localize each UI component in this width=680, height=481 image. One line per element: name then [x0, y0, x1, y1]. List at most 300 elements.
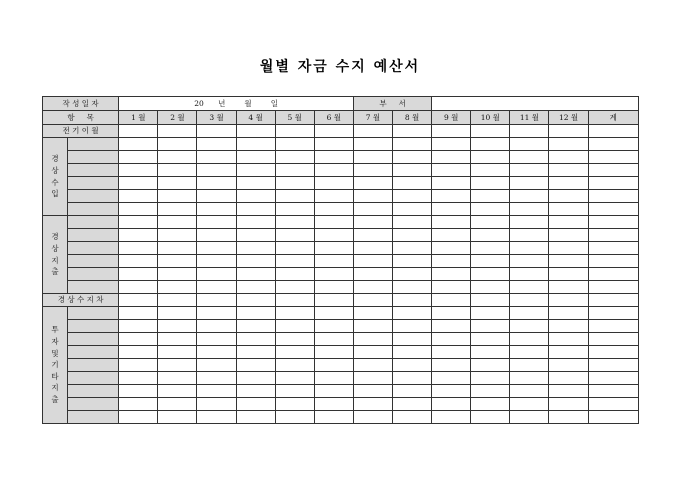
cell[interactable] [119, 320, 158, 333]
cell[interactable] [275, 411, 314, 424]
cell[interactable] [119, 281, 158, 294]
cell[interactable] [432, 190, 471, 203]
cell[interactable] [236, 125, 275, 138]
cell[interactable] [314, 216, 353, 229]
cell[interactable] [158, 346, 197, 359]
cell[interactable] [119, 138, 158, 151]
cell[interactable] [588, 255, 638, 268]
subitem-cell[interactable] [68, 411, 119, 424]
subitem-cell[interactable] [68, 372, 119, 385]
cell[interactable] [119, 346, 158, 359]
cell[interactable] [432, 281, 471, 294]
cell[interactable] [119, 203, 158, 216]
cell[interactable] [510, 398, 549, 411]
cell[interactable] [236, 190, 275, 203]
cell[interactable] [158, 229, 197, 242]
cell[interactable] [549, 216, 588, 229]
cell[interactable] [471, 268, 510, 281]
cell[interactable] [549, 372, 588, 385]
cell[interactable] [510, 359, 549, 372]
cell[interactable] [510, 125, 549, 138]
cell[interactable] [432, 255, 471, 268]
cell[interactable] [588, 333, 638, 346]
dept-field[interactable] [432, 97, 639, 111]
cell[interactable] [510, 307, 549, 320]
cell[interactable] [158, 281, 197, 294]
cell[interactable] [432, 333, 471, 346]
cell[interactable] [314, 385, 353, 398]
cell[interactable] [432, 242, 471, 255]
cell[interactable] [510, 229, 549, 242]
cell[interactable] [432, 164, 471, 177]
cell[interactable] [119, 125, 158, 138]
cell[interactable] [549, 294, 588, 307]
cell[interactable] [197, 255, 236, 268]
cell[interactable] [197, 229, 236, 242]
subitem-cell[interactable] [68, 242, 119, 255]
cell[interactable] [158, 294, 197, 307]
cell[interactable] [353, 268, 392, 281]
cell[interactable] [549, 268, 588, 281]
cell[interactable] [236, 359, 275, 372]
cell[interactable] [314, 255, 353, 268]
cell[interactable] [471, 242, 510, 255]
cell[interactable] [588, 190, 638, 203]
cell[interactable] [236, 346, 275, 359]
cell[interactable] [432, 372, 471, 385]
cell[interactable] [119, 190, 158, 203]
cell[interactable] [471, 411, 510, 424]
cell[interactable] [393, 255, 432, 268]
cell[interactable] [471, 320, 510, 333]
cell[interactable] [158, 138, 197, 151]
cell[interactable] [158, 320, 197, 333]
cell[interactable] [471, 398, 510, 411]
cell[interactable] [471, 294, 510, 307]
cell[interactable] [275, 190, 314, 203]
cell[interactable] [236, 385, 275, 398]
cell[interactable] [588, 372, 638, 385]
cell[interactable] [510, 372, 549, 385]
cell[interactable] [432, 203, 471, 216]
cell[interactable] [432, 294, 471, 307]
cell[interactable] [275, 333, 314, 346]
cell[interactable] [158, 385, 197, 398]
cell[interactable] [353, 229, 392, 242]
cell[interactable] [197, 346, 236, 359]
cell[interactable] [588, 151, 638, 164]
cell[interactable] [158, 359, 197, 372]
cell[interactable] [314, 190, 353, 203]
cell[interactable] [549, 320, 588, 333]
cell[interactable] [236, 398, 275, 411]
cell[interactable] [197, 138, 236, 151]
cell[interactable] [588, 294, 638, 307]
subitem-cell[interactable] [68, 268, 119, 281]
cell[interactable] [119, 242, 158, 255]
cell[interactable] [158, 372, 197, 385]
cell[interactable] [549, 411, 588, 424]
cell[interactable] [549, 203, 588, 216]
cell[interactable] [314, 359, 353, 372]
cell[interactable] [510, 294, 549, 307]
cell[interactable] [158, 164, 197, 177]
cell[interactable] [275, 203, 314, 216]
cell[interactable] [275, 398, 314, 411]
cell[interactable] [471, 190, 510, 203]
subitem-cell[interactable] [68, 307, 119, 320]
cell[interactable] [197, 242, 236, 255]
cell[interactable] [588, 398, 638, 411]
cell[interactable] [510, 346, 549, 359]
subitem-cell[interactable] [68, 281, 119, 294]
cell[interactable] [197, 268, 236, 281]
cell[interactable] [314, 268, 353, 281]
cell[interactable] [588, 346, 638, 359]
cell[interactable] [393, 307, 432, 320]
cell[interactable] [314, 138, 353, 151]
cell[interactable] [393, 398, 432, 411]
cell[interactable] [236, 294, 275, 307]
cell[interactable] [236, 229, 275, 242]
cell[interactable] [119, 268, 158, 281]
cell[interactable] [549, 346, 588, 359]
cell[interactable] [275, 138, 314, 151]
cell[interactable] [158, 190, 197, 203]
subitem-cell[interactable] [68, 229, 119, 242]
cell[interactable] [236, 307, 275, 320]
cell[interactable] [236, 372, 275, 385]
cell[interactable] [119, 255, 158, 268]
cell[interactable] [314, 281, 353, 294]
cell[interactable] [314, 294, 353, 307]
cell[interactable] [275, 255, 314, 268]
cell[interactable] [197, 411, 236, 424]
cell[interactable] [510, 320, 549, 333]
cell[interactable] [197, 398, 236, 411]
cell[interactable] [275, 242, 314, 255]
cell[interactable] [393, 294, 432, 307]
cell[interactable] [275, 268, 314, 281]
cell[interactable] [353, 164, 392, 177]
cell[interactable] [353, 333, 392, 346]
cell[interactable] [197, 320, 236, 333]
cell[interactable] [353, 138, 392, 151]
cell[interactable] [471, 333, 510, 346]
cell[interactable] [275, 320, 314, 333]
cell[interactable] [275, 216, 314, 229]
cell[interactable] [236, 203, 275, 216]
cell[interactable] [393, 138, 432, 151]
cell[interactable] [314, 307, 353, 320]
cell[interactable] [119, 164, 158, 177]
subitem-cell[interactable] [68, 333, 119, 346]
cell[interactable] [314, 164, 353, 177]
cell[interactable] [510, 411, 549, 424]
cell[interactable] [432, 229, 471, 242]
cell[interactable] [197, 190, 236, 203]
subitem-cell[interactable] [68, 346, 119, 359]
cell[interactable] [314, 125, 353, 138]
subitem-cell[interactable] [68, 385, 119, 398]
cell[interactable] [393, 242, 432, 255]
cell[interactable] [471, 203, 510, 216]
cell[interactable] [314, 242, 353, 255]
cell[interactable] [393, 268, 432, 281]
cell[interactable] [119, 294, 158, 307]
cell[interactable] [353, 216, 392, 229]
cell[interactable] [510, 138, 549, 151]
cell[interactable] [393, 229, 432, 242]
cell[interactable] [471, 372, 510, 385]
cell[interactable] [471, 138, 510, 151]
cell[interactable] [236, 164, 275, 177]
cell[interactable] [158, 177, 197, 190]
cell[interactable] [393, 359, 432, 372]
cell[interactable] [353, 190, 392, 203]
cell[interactable] [393, 333, 432, 346]
cell[interactable] [588, 268, 638, 281]
cell[interactable] [471, 385, 510, 398]
cell[interactable] [119, 307, 158, 320]
cell[interactable] [471, 151, 510, 164]
cell[interactable] [353, 151, 392, 164]
cell[interactable] [275, 346, 314, 359]
cell[interactable] [197, 281, 236, 294]
cell[interactable] [588, 307, 638, 320]
cell[interactable] [158, 268, 197, 281]
cell[interactable] [549, 164, 588, 177]
cell[interactable] [314, 229, 353, 242]
cell[interactable] [393, 216, 432, 229]
cell[interactable] [197, 385, 236, 398]
cell[interactable] [197, 125, 236, 138]
cell[interactable] [510, 203, 549, 216]
cell[interactable] [432, 359, 471, 372]
cell[interactable] [353, 177, 392, 190]
cell[interactable] [314, 320, 353, 333]
cell[interactable] [314, 346, 353, 359]
cell[interactable] [275, 151, 314, 164]
cell[interactable] [275, 359, 314, 372]
cell[interactable] [471, 307, 510, 320]
subitem-cell[interactable] [68, 138, 119, 151]
cell[interactable] [314, 333, 353, 346]
cell[interactable] [236, 268, 275, 281]
cell[interactable] [471, 346, 510, 359]
subitem-cell[interactable] [68, 151, 119, 164]
cell[interactable] [588, 320, 638, 333]
cell[interactable] [549, 242, 588, 255]
cell[interactable] [197, 294, 236, 307]
cell[interactable] [236, 242, 275, 255]
cell[interactable] [119, 385, 158, 398]
cell[interactable] [119, 372, 158, 385]
cell[interactable] [158, 242, 197, 255]
cell[interactable] [549, 333, 588, 346]
cell[interactable] [549, 125, 588, 138]
cell[interactable] [314, 203, 353, 216]
cell[interactable] [197, 333, 236, 346]
cell[interactable] [588, 125, 638, 138]
cell[interactable] [510, 333, 549, 346]
cell[interactable] [510, 216, 549, 229]
cell[interactable] [158, 203, 197, 216]
cell[interactable] [588, 281, 638, 294]
cell[interactable] [314, 372, 353, 385]
cell[interactable] [236, 216, 275, 229]
subitem-cell[interactable] [68, 216, 119, 229]
subitem-cell[interactable] [68, 320, 119, 333]
cell[interactable] [510, 255, 549, 268]
cell[interactable] [236, 411, 275, 424]
cell[interactable] [158, 333, 197, 346]
cell[interactable] [432, 268, 471, 281]
cell[interactable] [314, 151, 353, 164]
cell[interactable] [471, 125, 510, 138]
cell[interactable] [588, 411, 638, 424]
cell[interactable] [510, 151, 549, 164]
cell[interactable] [432, 320, 471, 333]
cell[interactable] [510, 385, 549, 398]
cell[interactable] [236, 177, 275, 190]
cell[interactable] [119, 359, 158, 372]
cell[interactable] [510, 177, 549, 190]
cell[interactable] [119, 177, 158, 190]
cell[interactable] [393, 151, 432, 164]
cell[interactable] [353, 398, 392, 411]
cell[interactable] [471, 281, 510, 294]
cell[interactable] [119, 216, 158, 229]
cell[interactable] [353, 203, 392, 216]
cell[interactable] [236, 320, 275, 333]
cell[interactable] [588, 216, 638, 229]
cell[interactable] [275, 372, 314, 385]
cell[interactable] [588, 359, 638, 372]
cell[interactable] [549, 307, 588, 320]
cell[interactable] [432, 307, 471, 320]
cell[interactable] [471, 359, 510, 372]
subitem-cell[interactable] [68, 255, 119, 268]
cell[interactable] [158, 216, 197, 229]
cell[interactable] [549, 281, 588, 294]
cell[interactable] [197, 164, 236, 177]
cell[interactable] [236, 138, 275, 151]
cell[interactable] [432, 346, 471, 359]
cell[interactable] [119, 229, 158, 242]
cell[interactable] [432, 398, 471, 411]
cell[interactable] [236, 151, 275, 164]
cell[interactable] [588, 177, 638, 190]
cell[interactable] [353, 346, 392, 359]
cell[interactable] [432, 151, 471, 164]
cell[interactable] [588, 229, 638, 242]
cell[interactable] [158, 255, 197, 268]
cell[interactable] [119, 398, 158, 411]
cell[interactable] [314, 177, 353, 190]
cell[interactable] [353, 320, 392, 333]
cell[interactable] [353, 307, 392, 320]
cell[interactable] [393, 372, 432, 385]
cell[interactable] [197, 372, 236, 385]
cell[interactable] [393, 203, 432, 216]
cell[interactable] [158, 151, 197, 164]
cell[interactable] [471, 216, 510, 229]
cell[interactable] [236, 281, 275, 294]
cell[interactable] [432, 125, 471, 138]
cell[interactable] [393, 320, 432, 333]
cell[interactable] [353, 255, 392, 268]
cell[interactable] [197, 151, 236, 164]
cell[interactable] [432, 216, 471, 229]
cell[interactable] [432, 411, 471, 424]
cell[interactable] [549, 359, 588, 372]
cell[interactable] [510, 242, 549, 255]
cell[interactable] [314, 398, 353, 411]
cell[interactable] [588, 138, 638, 151]
cell[interactable] [549, 138, 588, 151]
cell[interactable] [236, 333, 275, 346]
cell[interactable] [119, 411, 158, 424]
cell[interactable] [275, 385, 314, 398]
subitem-cell[interactable] [68, 190, 119, 203]
cell[interactable] [588, 242, 638, 255]
cell[interactable] [158, 125, 197, 138]
cell[interactable] [432, 177, 471, 190]
cell[interactable] [197, 359, 236, 372]
cell[interactable] [549, 229, 588, 242]
cell[interactable] [549, 255, 588, 268]
cell[interactable] [275, 164, 314, 177]
cell[interactable] [549, 385, 588, 398]
cell[interactable] [393, 177, 432, 190]
cell[interactable] [393, 346, 432, 359]
cell[interactable] [119, 333, 158, 346]
cell[interactable] [510, 164, 549, 177]
cell[interactable] [275, 125, 314, 138]
cell[interactable] [471, 177, 510, 190]
cell[interactable] [353, 411, 392, 424]
cell[interactable] [393, 190, 432, 203]
cell[interactable] [197, 216, 236, 229]
cell[interactable] [197, 203, 236, 216]
cell[interactable] [275, 177, 314, 190]
cell[interactable] [393, 164, 432, 177]
cell[interactable] [432, 138, 471, 151]
cell[interactable] [314, 411, 353, 424]
cell[interactable] [510, 268, 549, 281]
cell[interactable] [588, 164, 638, 177]
cell[interactable] [510, 281, 549, 294]
cell[interactable] [471, 229, 510, 242]
cell[interactable] [432, 385, 471, 398]
cell[interactable] [236, 255, 275, 268]
cell[interactable] [275, 229, 314, 242]
cell[interactable] [471, 164, 510, 177]
cell[interactable] [393, 125, 432, 138]
cell[interactable] [549, 151, 588, 164]
subitem-cell[interactable] [68, 203, 119, 216]
cell[interactable] [549, 398, 588, 411]
subitem-cell[interactable] [68, 359, 119, 372]
cell[interactable] [353, 281, 392, 294]
cell[interactable] [353, 372, 392, 385]
cell[interactable] [588, 385, 638, 398]
cell[interactable] [549, 177, 588, 190]
cell[interactable] [353, 359, 392, 372]
cell[interactable] [275, 307, 314, 320]
cell[interactable] [119, 151, 158, 164]
